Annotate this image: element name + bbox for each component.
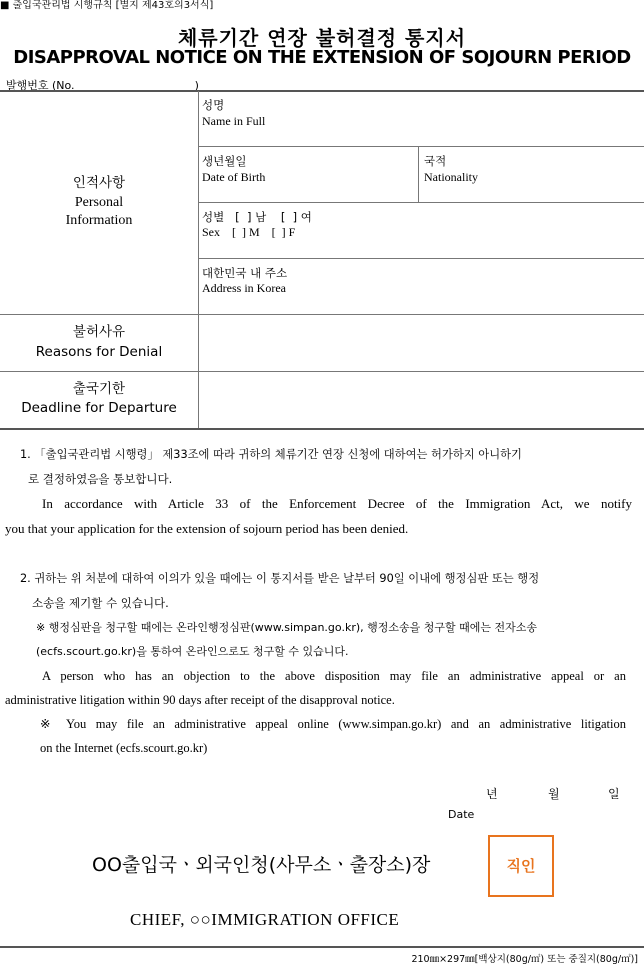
reasons-label: 불허사유 Reasons for Denial	[35, 324, 163, 360]
dob-label-en: Date of Birth	[202, 170, 266, 184]
note-ko-line2: (ecfs.scourt.go.kr)을 통하여 온라인으로도 청구할 수 있습니다.	[36, 645, 349, 658]
footer-border	[0, 946, 644, 948]
table-column-divider	[198, 91, 199, 428]
nationality-label-ko: 국적	[424, 154, 447, 168]
name-label-en: Name in Full	[202, 114, 266, 128]
regulation-reference: ■ 출입국관리법 시행규칙 [별지 제43호의3서식]	[0, 0, 214, 11]
note-ko-line1: ※ 행정심판을 청구할 때에는 온라인행정심판(www.simpan.go.kr), 행정소송을 청구할 때에는 전자소송	[36, 621, 538, 634]
nationality-field[interactable]	[510, 150, 638, 198]
paragraph-2-en-line2: administrative litigation within 90 days after receipt of the disapproval notice.	[5, 693, 395, 707]
nationality-label-en: Nationality	[424, 170, 478, 184]
paragraph-1-en-line1: In accordance with Article 33 of the Enforcement Decree of the Immigration Act, we notify	[42, 496, 632, 511]
address-label-en: Address in Korea	[202, 281, 286, 295]
paragraph-1-ko-line1: 1. 「출입국관리법 시행령」 제33조에 따라 귀하의 체류기간 연장 신청에 대하여는 허가하지 아니하기	[20, 448, 522, 461]
sex-label-en: Sex [ ] M [ ] F	[202, 225, 296, 239]
date-month-label: 월	[548, 787, 560, 801]
note-en-line2: on the Internet (ecfs.scourt.go.kr)	[40, 741, 208, 755]
row-divider	[198, 202, 644, 203]
date-label-en: Date	[448, 808, 475, 821]
column-divider	[418, 147, 419, 202]
reasons-field[interactable]	[204, 318, 638, 368]
paragraph-2-ko-line2: 소송을 제기할 수 있습니다.	[32, 596, 169, 610]
note-en-line1: ※ You may file an administrative appeal online (www.simpan.go.kr) and an administrative litigation	[40, 717, 626, 731]
name-label-ko: 성명	[202, 98, 225, 112]
address-label-ko: 대한민국 내 주소	[202, 266, 288, 280]
title-korean: 체류기간 연장 불허결정 통지서	[177, 26, 467, 50]
office-name-en: CHIEF, ○○IMMIGRATION OFFICE	[130, 910, 400, 929]
dob-label-ko: 생년월일	[202, 154, 247, 168]
row-divider	[0, 314, 644, 315]
paragraph-2-en-line1: A person who has an objection to the above disposition may file an administrative appeal or an	[42, 669, 626, 683]
row-divider	[0, 371, 644, 372]
table-top-border	[0, 90, 644, 92]
sex-label-ko: 성별 [ ] 남 [ ] 여	[202, 210, 312, 224]
official-seal-stamp: 직인	[488, 835, 554, 897]
table-bottom-border	[0, 428, 644, 430]
date-day-label: 일	[608, 787, 620, 801]
title-english: DISAPPROVAL NOTICE ON THE EXTENSION OF SOJOURN PERIOD	[13, 47, 631, 68]
address-field[interactable]	[320, 262, 630, 310]
personal-info-label: 인적사항 Personal Information	[65, 175, 133, 228]
paragraph-1-en-line2: you that your application for the extension of sojourn period has been denied.	[5, 521, 409, 536]
paragraph-2-ko-line1: 2. 귀하는 위 처분에 대하여 이의가 있을 때에는 이 통지서를 받은 날부터 90일 이내에 행정심판 또는 행정	[20, 572, 540, 585]
date-year-label: 년	[486, 787, 498, 801]
deadline-label: 출국기한 Deadline for Departure	[21, 381, 177, 416]
paper-spec: 210㎜×297㎜[백상지(80g/㎡) 또는 중질지(80g/㎡)]	[411, 954, 638, 965]
dob-field[interactable]	[300, 150, 412, 198]
row-divider	[198, 258, 644, 259]
office-name-ko: OO출입국ㆍ외국인청(사무소ㆍ출장소)장	[92, 854, 431, 876]
paragraph-1-ko-line2: 로 결정하였음을 통보합니다.	[28, 472, 173, 486]
name-field[interactable]	[330, 98, 630, 142]
deadline-field[interactable]	[204, 375, 638, 425]
row-divider	[198, 146, 644, 147]
issue-number-label: 발행번호 (No. )	[6, 79, 199, 92]
